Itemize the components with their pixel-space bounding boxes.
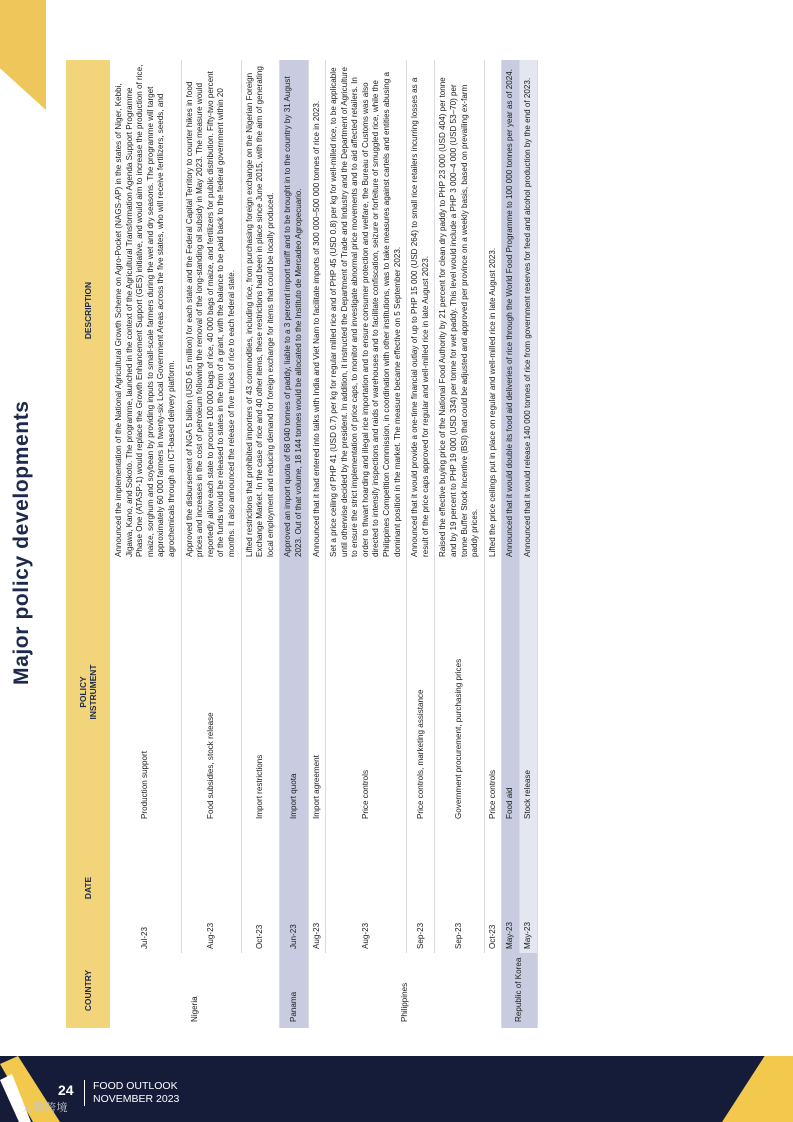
header-instrument-line2: INSTRUMENT <box>88 664 98 720</box>
table-row <box>502 60 520 1028</box>
description-cell: Announced the implementation of the National Agricultural Growth Scheme on Agro-Pocket (NAGS-AP) in the states of Niger, Kebbi, Jigawa, Kano, and Sokoto. The programme, launched in the context of the Agricultural Transformation Agenda Support Programme Phase One (ATASP-1) would replace the Growth Enhancement Support (GES) initiative, and would aim to increase the production of rice, maize, sorghum and soybean by providing inputs to small-scale farmers during the wet and dry seasons. The programme will target approximately 60 000 farmers in twenty-six Local Government Areas across the five states, who will receive fertilizers, seeds, and agrochemicals through an ICT-based delivery platform. <box>111 60 182 561</box>
instrument-cell: Government procurement, purchasing prices <box>435 561 484 823</box>
instrument-cell: Price controls <box>326 561 407 823</box>
date-cell: Aug-23 <box>326 823 407 953</box>
description-cell: Announced that it had entered into talks with India and Viet Nam to facilitate imports of 300 000–500 000 tonnes of rice in 2023. <box>308 60 326 561</box>
date-cell: Sep-23 <box>435 823 484 953</box>
policy-table <box>66 60 538 1028</box>
table-row <box>280 60 308 1028</box>
date-cell: Jun-23 <box>280 823 308 953</box>
table-row <box>326 60 407 1028</box>
table-row <box>435 60 484 1028</box>
publication-title: FOOD OUTLOOK <box>93 1080 178 1092</box>
date-cell: Aug-23 <box>181 823 241 953</box>
instrument-cell: Production support <box>111 561 182 823</box>
instrument-cell: Import agreement <box>308 561 326 823</box>
table-row <box>308 60 326 1028</box>
description-cell: Announced that it would release 140 000 tonnes of rice from government reserves for feed and alcohol production by the end of 2023. <box>520 60 538 561</box>
header-description: DESCRIPTION <box>66 60 111 561</box>
date-cell: Sep-23 <box>407 823 435 953</box>
publication-date: NOVEMBER 2023 <box>93 1092 180 1105</box>
title-band <box>0 0 46 110</box>
description-cell: Approved the disbursement of NGA 5 billion (USD 6.5 million) for each state and the Federal Capital Territory to counter hikes in food prices and increases in the cost of petroleum following the removal of the long-standing oil subsidy in May 2023. The measure would reportedly allow each state to procure 100 000 bags of rice, 40 000 bags of maize, and fertilizers for public distribution. Fifty-two percent of the funds would be released to states in the form of a grant, with the balance to be paid back to the federal government within 20 months. It also announced the release of five trucks of rice to each federal state. <box>181 60 241 561</box>
page-number: 24 <box>58 1082 74 1098</box>
description-cell: Raised the effective buying price of the National Food Authority by 21 percent for clean dry paddy to PHP 23 000 (USD 404) per tonne and by 19 percent to PHP 19 000 (USD 334) per tonne for wet paddy. This level would include a PHP 3 000–4 000 (USD 53–70) per tonne Buffer Stock Incentive (BSI) that could be adjusted and approved per province on a weekly basis, based on prevailing ex-farm paddy prices. <box>435 60 484 561</box>
description-cell: Set a price ceiling of PHP 41 (USD 0.7) per kg for regular milled rice and of PHP 45 (USD 0.8) per kg for well-milled rice, to be applicable until otherwise decided by the president. In addition, it instructed the Department of Trade and Industry and the Department of Agriculture to ensure the strict implementation of price caps, to monitor and investigate abnormal price movements and to aid affected retailers. In order to thwart hoarding and illegal rice importation and to ensure consumer protection and welfare, the Bureau of Customs was also directed to intensify inspections and raids of warehouses and to facilitate confiscation, seizure or forfeiture of smuggled rice, while the Philippines Competition Commission, in coordination with other institutions, was to take measures against cartels and entities abusing a dominant position in the market. The measure became effective on 5 September 2023. <box>326 60 407 561</box>
policy-table-wrapper <box>66 60 740 1028</box>
instrument-cell: Price controls, marketing assistance <box>407 561 435 823</box>
country-cell-philippines: Philippines <box>308 953 502 1028</box>
instrument-cell: Food subsidies, stock release <box>181 561 241 823</box>
table-row <box>241 60 280 1028</box>
header-instrument <box>66 561 111 823</box>
date-cell: Oct-23 <box>484 823 502 953</box>
description-cell: Approved an import quota of 68 040 tonnes of paddy, liable to a 3 percent import tariff and to be brought in to the country by 31 August 2023. Out of that volume, 18 144 tonnes would be allocated to the Instituto de Mercadeo Agropecuario. <box>280 60 308 561</box>
footer-divider <box>84 1080 85 1106</box>
header-date: DATE <box>66 823 111 953</box>
instrument-cell: Import quota <box>280 561 308 823</box>
description-cell: Lifted restrictions that prohibited importers of 43 commodities, including rice, from purchasing foreign exchange on the Nigerian Foreign Exchange Market. In the case of rice and 40 other items, these restrictions had been in place since June 2015, with the aim of generating local employment and reducing demand for foreign exchange for items that could be locally produced. <box>241 60 280 561</box>
date-cell: Jul-23 <box>111 823 182 953</box>
date-cell: May-23 <box>520 823 538 953</box>
table-row <box>407 60 435 1028</box>
table-row <box>181 60 241 1028</box>
watermark-text: 大数跨境 <box>22 1102 68 1114</box>
description-cell: Lifted the price ceilings put in place on regular and well-milled rice in late August 2023. <box>484 60 502 561</box>
instrument-cell: Stock release <box>520 561 538 823</box>
header-instrument-line1: POLICY <box>78 676 88 708</box>
date-cell: Oct-23 <box>241 823 280 953</box>
instrument-cell: Price controls <box>484 561 502 823</box>
country-cell-panama: Panama <box>280 953 308 1028</box>
date-cell: May-23 <box>502 823 520 953</box>
description-cell: Announced that it would double its food aid deliveries of rice through the World Food Programme to 100 000 tonnes per year as of 2024. <box>502 60 520 561</box>
table-row <box>484 60 502 1028</box>
table-row <box>111 60 182 1028</box>
description-cell: Announced that it would provide a one-time financial outlay of up to PHP 15 000 (USD 264) to small rice retailers incurring losses as a result of the price caps approved for regular and well-milled rice in late August 2023. <box>407 60 435 561</box>
date-cell: Aug-23 <box>308 823 326 953</box>
section-title: Major policy developments <box>10 400 33 685</box>
instrument-cell: Food aid <box>502 561 520 823</box>
publication-name <box>93 1080 179 1105</box>
table-header-row <box>66 60 111 1028</box>
country-cell-nigeria: Nigeria <box>111 953 280 1028</box>
table-row <box>520 60 538 1028</box>
instrument-cell: Import restrictions <box>241 561 280 823</box>
header-country: COUNTRY <box>66 953 111 1028</box>
country-cell-korea: Republic of Korea <box>502 953 537 1028</box>
